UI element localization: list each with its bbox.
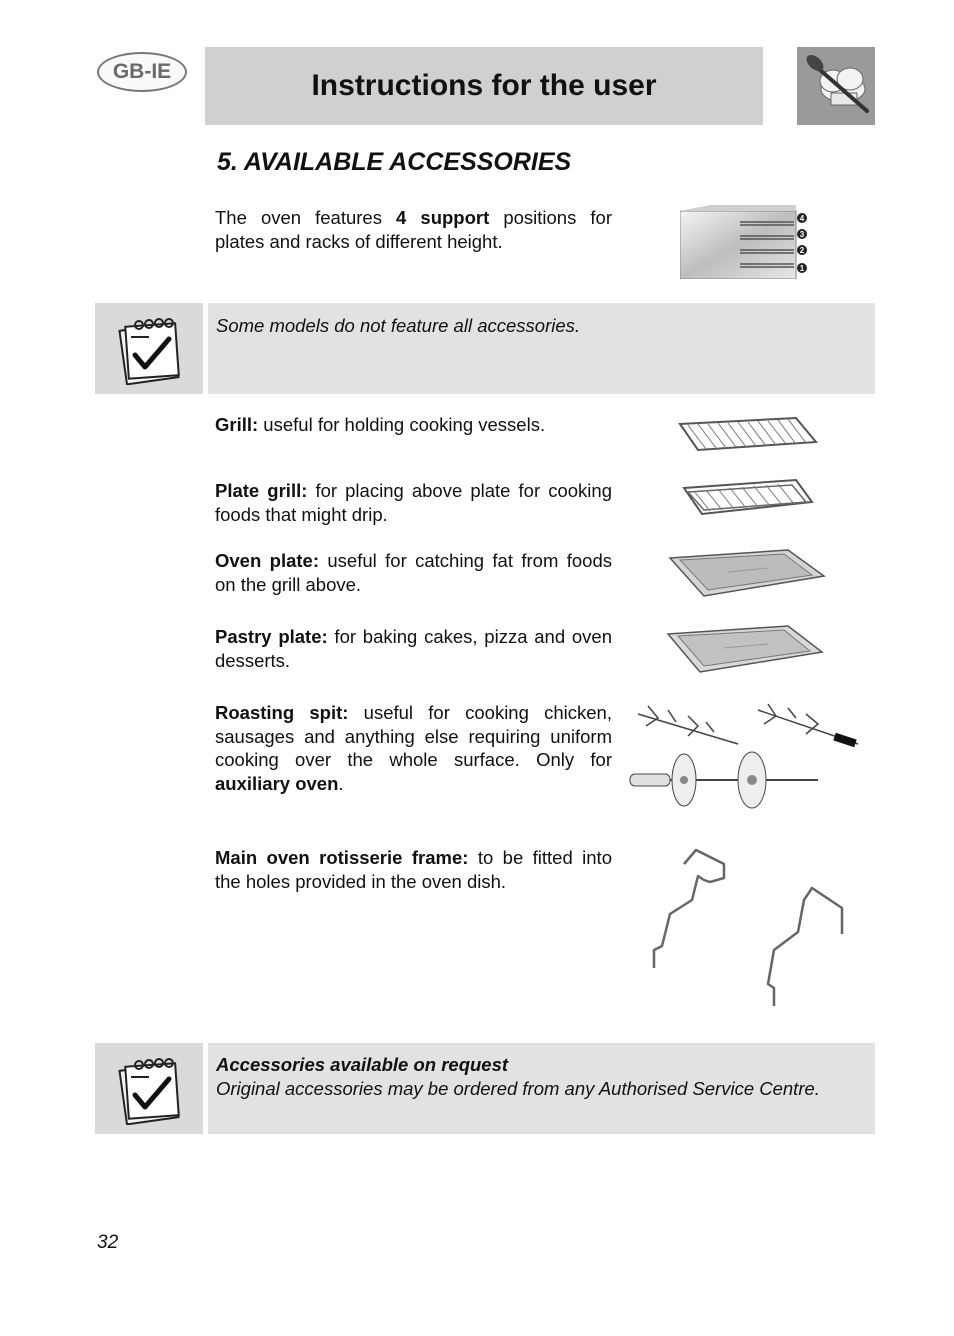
rotisserie-frame-image: [644, 842, 854, 1017]
note-box-request: [95, 1043, 875, 1134]
accessory-grill: [215, 413, 612, 437]
note-request-body: Original accessories may be ordered from any Authorised Service Centre.: [216, 1077, 820, 1099]
accessory-label: Grill:: [215, 414, 259, 435]
accessory-end: .: [338, 772, 344, 794]
accessory-label: Plate grill:: [215, 480, 308, 501]
page-header-title: Instructions for the user: [311, 69, 657, 102]
accessory-desc: for baking cakes, pizza and oven desserts.: [215, 626, 612, 671]
note-icon-box: [95, 303, 203, 394]
accessory-desc: to be fitted into the holes provided in the oven dish.: [215, 847, 612, 892]
shelf-number-3: 3: [799, 230, 805, 239]
accessory-desc: useful for holding cooking vessels.: [258, 414, 546, 435]
chef-hat-spoon-icon: [797, 47, 875, 125]
accessory-label: Pastry plate:: [215, 626, 328, 647]
note-request-title: Accessories available on request: [216, 1054, 509, 1075]
shelf-number-2: 2: [799, 246, 805, 255]
accessory-desc: useful for catching fat from foods on the grill above.: [215, 550, 612, 595]
plate-grill-image: [680, 476, 816, 523]
notepad-check-icon: [115, 1055, 185, 1125]
oven-shelf-positions-image: [680, 205, 808, 284]
accessory-label: Roasting spit:: [215, 702, 349, 723]
accessory-label: Main oven rotisserie frame:: [215, 847, 469, 868]
accessory-desc: useful for cooking chicken, sausages and anything else requiring uniform cooking over the whole surface. Only for: [215, 702, 612, 770]
grill-rack-image: [676, 414, 818, 459]
shelf-number-4: 4: [799, 214, 805, 223]
note-box: [95, 303, 875, 394]
note-separator: [203, 303, 208, 394]
accessory-desc: for placing above plate for cooking foods that might drip.: [215, 480, 612, 525]
note-text: Some models do not feature all accessories.: [216, 315, 581, 336]
intro-bold: 4 support: [396, 207, 490, 228]
accessory-oven-plate: [215, 549, 612, 596]
note-icon-box: [95, 1043, 203, 1134]
intro-text-before: The oven features: [215, 207, 397, 228]
oven-plate-image: [668, 548, 826, 605]
accessory-pastry-plate: [215, 625, 612, 672]
section-title: 5. AVAILABLE ACCESSORIES: [217, 148, 572, 176]
shelf-number-1: 1: [799, 264, 805, 273]
accessory-plate-grill: [215, 479, 612, 526]
header-bar: [205, 47, 763, 125]
page-number: 32: [97, 1232, 119, 1253]
pastry-plate-image: [666, 624, 824, 681]
notepad-check-icon: [115, 315, 185, 385]
accessory-bold: auxiliary oven: [215, 772, 339, 794]
accessory-rotisserie-frame: [215, 846, 612, 893]
note-request-text: [216, 1053, 867, 1100]
roasting-spit-image: [628, 696, 860, 819]
accessory-label: Oven plate:: [215, 550, 319, 571]
intro-paragraph: [215, 206, 612, 253]
note-separator: [203, 1043, 208, 1134]
accessory-roasting-spit: [215, 701, 612, 795]
region-badge: GB-IE: [97, 52, 187, 92]
intro-text-after: positions for plates and racks of different height.: [215, 207, 613, 252]
